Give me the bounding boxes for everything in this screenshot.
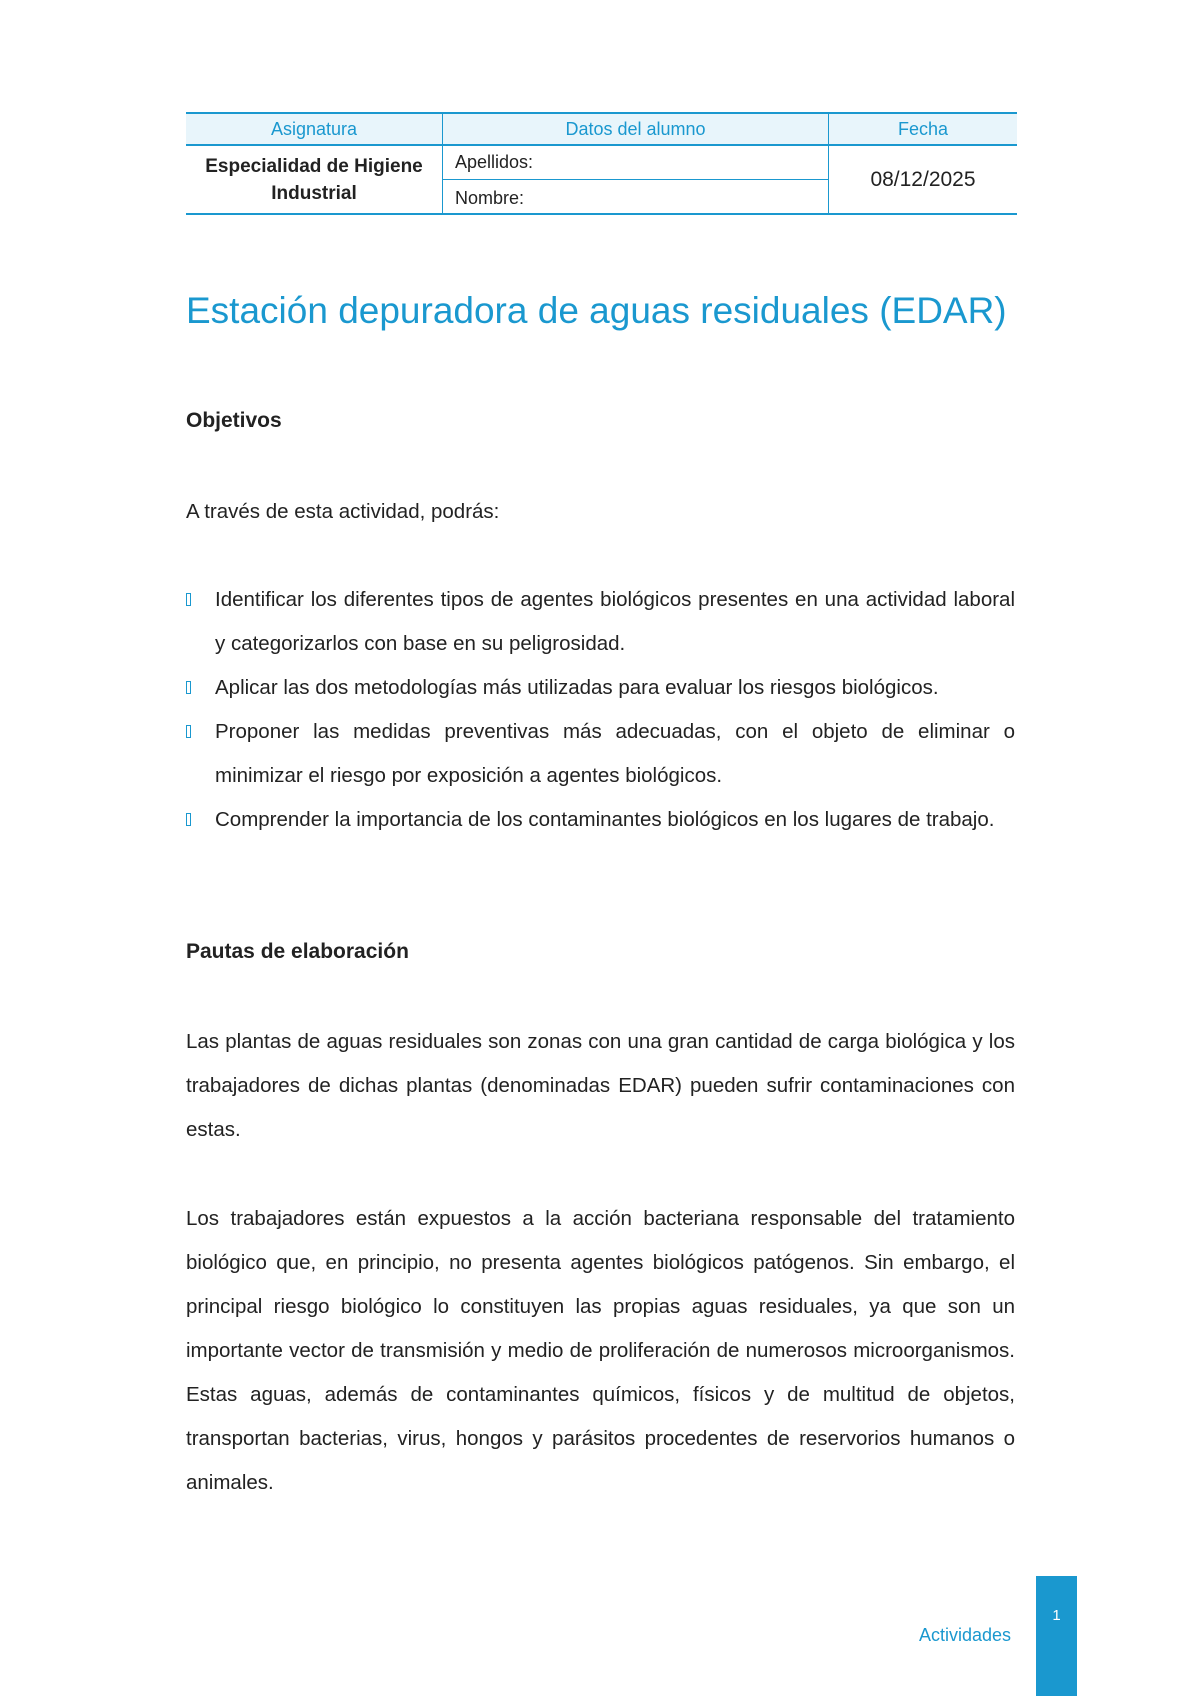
bullet-icon bbox=[186, 681, 191, 694]
objective-text: Identificar los diferentes tipos de agentes biológicos presentes en una actividad laboral y categorizarlos con base en su peligrosidad. bbox=[215, 588, 1015, 655]
guidelines-paragraph-1: Las plantas de aguas residuales son zonas con una gran cantidad de carga biológica y los trabajadores de dichas plantas (denominadas EDAR) pueden sufrir contaminaciones con estas. bbox=[186, 1030, 1015, 1141]
list-item bbox=[186, 578, 1015, 666]
date-column-header: Fecha bbox=[829, 113, 1018, 145]
bullet-icon bbox=[186, 725, 191, 738]
objectives-intro: A través de esta actividad, podrás: bbox=[186, 500, 500, 523]
header-table-row-surname bbox=[186, 145, 1017, 180]
subject-line-2: Industrial bbox=[271, 182, 357, 204]
objective-text: Proponer las medidas preventivas más adecuadas, con el objeto de eliminar o minimizar el riesgo por exposición a agentes biológicos. bbox=[215, 720, 1015, 787]
footer-label: Actividades bbox=[919, 1625, 1012, 1645]
document-title: Estación depuradora de aguas residuales (EDAR) bbox=[186, 290, 1007, 331]
list-item bbox=[186, 666, 1015, 710]
guidelines-paragraph-2: Los trabajadores están expuestos a la acción bacteriana responsable del tratamiento biológico que, en principio, no presenta agentes biológicos patógenos. Sin embargo, el principal riesgo biológico lo constituyen las propias aguas residuales, ya que son un importante vector de transmisión y medio de proliferación de numerosos microorganismos. Estas aguas, además de contaminantes químicos, físicos y de multitud de objetos, transportan bacterias, virus, hongos y parásitos procedentes de reservorios humanos o animales. bbox=[186, 1207, 1015, 1494]
objective-text: Aplicar las dos metodologías más utilizadas para evaluar los riesgos biológicos. bbox=[215, 676, 939, 699]
header-table-head-row bbox=[186, 113, 1017, 145]
bullet-icon bbox=[186, 593, 191, 606]
list-item bbox=[186, 710, 1015, 798]
subject-line-1: Especialidad de Higiene bbox=[205, 155, 423, 177]
objective-text: Comprender la importancia de los contaminantes biológicos en los lugares de trabajo. bbox=[215, 808, 995, 831]
surname-field[interactable]: Apellidos: bbox=[443, 145, 829, 180]
student-column-header: Datos del alumno bbox=[443, 113, 829, 145]
page-number-tab bbox=[1036, 1576, 1077, 1696]
name-field[interactable]: Nombre: bbox=[443, 180, 829, 215]
date-value: 08/12/2025 bbox=[829, 145, 1018, 214]
objectives-list bbox=[186, 578, 1015, 842]
bullet-icon bbox=[186, 813, 191, 826]
page-number: 1 bbox=[1052, 1607, 1061, 1624]
subject-column-header: Asignatura bbox=[186, 113, 443, 145]
guidelines-heading: Pautas de elaboración bbox=[186, 940, 409, 963]
subject-name bbox=[186, 145, 443, 214]
objectives-heading: Objetivos bbox=[186, 409, 282, 432]
header-table bbox=[186, 112, 1017, 215]
list-item bbox=[186, 798, 1015, 842]
